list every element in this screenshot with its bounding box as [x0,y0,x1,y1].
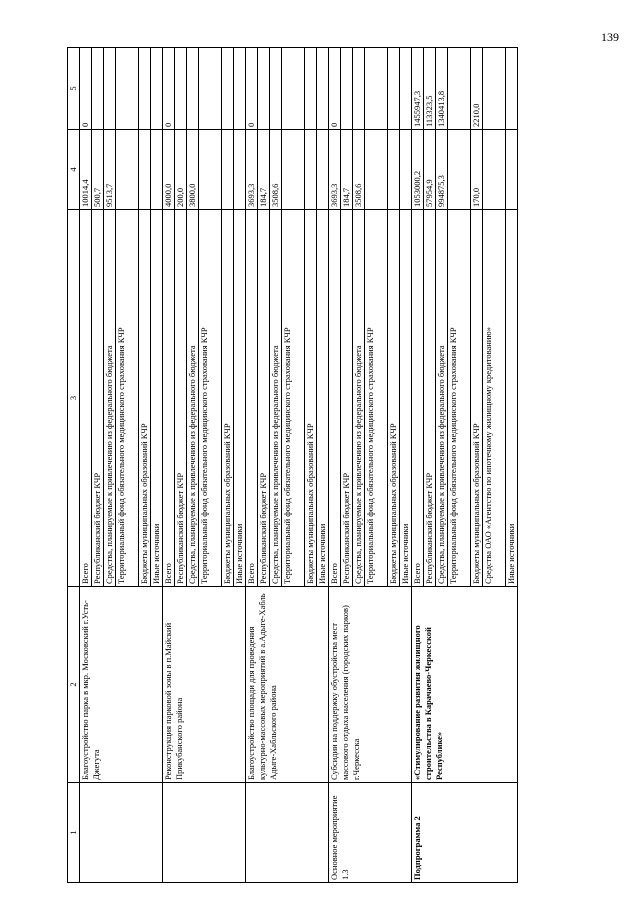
source-label: Территориальный фонд обязательного медицинского страхования КЧР [116,210,139,587]
value-col4 [506,130,518,210]
source-label: Всего [163,210,175,587]
source-label: Бюджеты муниципальных образований КЧР [388,210,400,587]
col-header-3: 3 [68,210,80,587]
value-col4 [317,130,329,210]
value-col5 [388,48,400,130]
value-col5 [139,48,151,130]
value-col5 [175,48,187,130]
value-col5 [448,48,471,130]
value-col4 [151,130,163,210]
value-col4 [305,130,317,210]
value-col5 [282,48,305,130]
value-col5 [258,48,270,130]
source-label: Территориальный фонд обязательного медицинского страхования КЧР [199,210,222,587]
value-col5: 1455947,3 [412,48,424,130]
value-col4 [483,130,506,210]
value-col4: 57954,9 [424,130,436,210]
source-label: Всего [246,210,258,587]
value-col4: 10014,4 [80,130,92,210]
source-label: Бюджеты муниципальных образований КЧР [471,210,483,587]
source-label: Всего [412,210,424,587]
header-row [68,48,80,883]
value-col4: 170,0 [471,130,483,210]
row-code: Основное мероприятие 1.3 [329,783,412,883]
value-col4: 3508,6 [353,130,365,210]
row-title: Благоустройство площади для проведения культурно-массовых мероприятий в а.Адыге-Хабль Адыге-Хабльского района [246,587,329,783]
source-label: Республиканский бюджет КЧР [92,210,104,587]
value-col4: 500,7 [92,130,104,210]
value-col4 [448,130,471,210]
source-label: Бюджеты муниципальных образований КЧР [305,210,317,587]
table-row [246,48,258,883]
value-col4: 200,0 [175,130,187,210]
source-label: Территориальный фонд обязательного медицинского страхования КЧР [282,210,305,587]
source-label: Иные источники [234,210,246,587]
value-col4 [116,130,139,210]
source-label: Территориальный фонд обязательного медицинского страхования КЧР [448,210,471,587]
value-col4: 1053000,2 [412,130,424,210]
value-col5 [305,48,317,130]
table-row [80,48,92,883]
source-label: Иные источники [151,210,163,587]
source-label: Территориальный фонд обязательного медицинского страхования КЧР [365,210,388,587]
source-label: Бюджеты муниципальных образований КЧР [222,210,234,587]
value-col5 [187,48,199,130]
source-label: Республиканский бюджет КЧР [424,210,436,587]
value-col5 [365,48,388,130]
value-col4: 184,7 [258,130,270,210]
col-header-5: 5 [68,48,80,130]
value-col5: 0 [246,48,258,130]
value-col4: 994875,3 [436,130,448,210]
row-title: «Стимулирование развития жилищного строительства в Карачаево-Черкесской Республике» [412,587,518,783]
value-col5 [353,48,365,130]
source-label: Средства ОАО «Агентство по ипотечному жилищному кредитованию» [483,210,506,587]
value-col5: 0 [329,48,341,130]
source-label: Иные источники [400,210,412,587]
col-header-1: 1 [68,783,80,883]
value-col5: 2210,0 [471,48,483,130]
source-label: Республиканский бюджет КЧР [341,210,353,587]
row-title: Реконструкция парковой зоны в п.Майский Прикубанского района [163,587,246,783]
value-col5: 0 [80,48,92,130]
table-row [163,48,175,883]
value-col4: 3693,3 [329,130,341,210]
value-col4: 3800,0 [187,130,199,210]
value-col4 [234,130,246,210]
source-label: Средства, планируемые к привлечению из федерального бюджета [270,210,282,587]
value-col4 [282,130,305,210]
value-col4 [199,130,222,210]
value-col5 [151,48,163,130]
source-label: Республиканский бюджет КЧР [258,210,270,587]
source-label: Бюджеты муниципальных образований КЧР [139,210,151,587]
source-label: Средства, планируемые к привлечению из федерального бюджета [187,210,199,587]
source-label: Иные источники [506,210,518,587]
value-col4 [388,130,400,210]
source-label: Всего [329,210,341,587]
value-col5 [116,48,139,130]
value-col5 [104,48,116,130]
value-col4: 3508,6 [270,130,282,210]
source-label: Средства, планируемые к привлечению из федерального бюджета [104,210,116,587]
value-col4: 184,7 [341,130,353,210]
row-code [80,783,163,883]
value-col5 [270,48,282,130]
source-label: Средства, планируемые к привлечению из федерального бюджета [436,210,448,587]
source-label: Иные источники [317,210,329,587]
value-col5 [234,48,246,130]
row-code [246,783,329,883]
value-col5 [199,48,222,130]
value-col5 [317,48,329,130]
table-row [412,48,424,883]
value-col4: 4000,0 [163,130,175,210]
source-label: Средства, планируемые к привлечению из федерального бюджета [353,210,365,587]
value-col5 [92,48,104,130]
row-code: Подпрограмма 2 [412,783,518,883]
value-col5: 0 [163,48,175,130]
page-number: 139 [601,30,619,44]
value-col4 [139,130,151,210]
value-col4 [365,130,388,210]
value-col5 [506,48,518,130]
value-col5 [483,48,506,130]
value-col5: 1340413,8 [436,48,448,130]
value-col4: 9513,7 [104,130,116,210]
row-code [163,783,246,883]
row-title: Благоустройство парка в мкр. Московский г.Усть-Джегута [80,587,163,783]
col-header-4: 4 [68,130,80,210]
value-col4 [400,130,412,210]
value-col5 [341,48,353,130]
source-label: Всего [80,210,92,587]
table-row [329,48,341,883]
col-header-2: 2 [68,587,80,783]
program-funding-table [67,47,518,883]
rotated-table-container [67,48,627,883]
row-title: Субсидии на поддержку обустройства мест массового отдыха населения (городских парков) г.Черкесска [329,587,412,783]
value-col5 [222,48,234,130]
value-col4: 3693,3 [246,130,258,210]
value-col5 [400,48,412,130]
value-col4 [222,130,234,210]
value-col5: 113323,5 [424,48,436,130]
source-label: Республиканский бюджет КЧР [175,210,187,587]
